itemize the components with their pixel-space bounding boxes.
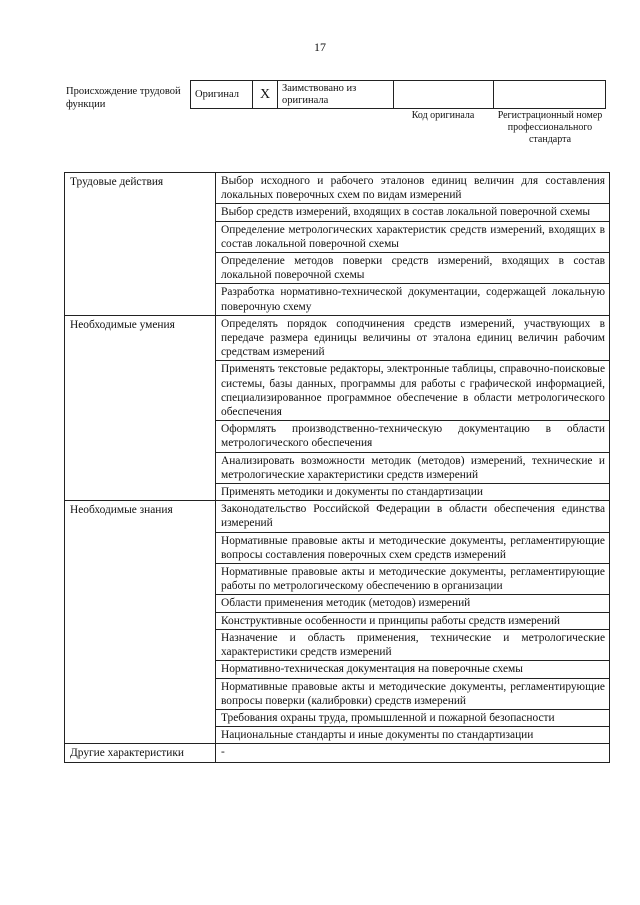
original-mark: X [253, 81, 278, 109]
borrowed-label: Заимствовано из оригинала [278, 81, 394, 109]
registration-number-cell [494, 81, 606, 109]
section-item: Национальные стандарты и иные документы по стандартизации [216, 727, 610, 744]
section-item: Требования охраны труда, промышленной и пожарной безопасности [216, 709, 610, 726]
section-item: Выбор средств измерений, входящих в состав локальной поверочной схемы [216, 204, 610, 221]
section-label: Трудовые действия [65, 173, 216, 316]
section-item: - [216, 744, 610, 762]
table-row [65, 315, 610, 361]
section-item: Назначение и область применения, технические и метрологические характеристики средств измерений [216, 629, 610, 660]
section-item: Определять порядок соподчинения средств измерений, участвующих в передаче размера единицы величины от эталона единиц величин рабочим средствам измерений [216, 315, 610, 361]
section-item: Нормативные правовые акты и методические документы, регламентирующие вопросы составления поверочных схем средств измерений [216, 532, 610, 563]
table-row [65, 501, 610, 532]
section-item: Определение методов поверки средств измерений, входящих в состав локальной поверочной схемы [216, 253, 610, 284]
registration-caption: Регистрационный номер профессионального стандарта [497, 110, 603, 145]
section-label: Необходимые умения [65, 315, 216, 500]
origin-label: Происхождение трудовой функции [66, 86, 181, 110]
section-item: Анализировать возможности методик (методов) измерений, технические и метрологические характеристики средств измерений [216, 452, 610, 483]
original-code-cell [394, 81, 494, 109]
labor-function-table [64, 172, 610, 763]
section-item: Оформлять производственно-техническую документацию в области метрологического обеспечения [216, 421, 610, 452]
section-item: Области применения методик (методов) измерений [216, 595, 610, 612]
table-row [65, 173, 610, 204]
section-item: Разработка нормативно-технической документации, содержащей локальную поверочную схему [216, 284, 610, 315]
page-number: 17 [314, 40, 326, 54]
original-label: Оригинал [191, 81, 253, 109]
section-item: Нормативные правовые акты и методические документы, регламентирующие работы по метрологическому обеспечению в организации [216, 564, 610, 595]
section-label: Другие характеристики [65, 744, 216, 762]
section-item: Нормативные правовые акты и методические документы, регламентирующие вопросы поверки (калибровки) средств измерений [216, 678, 610, 709]
section-item: Определение метрологических характеристик средств измерений, входящих в состав локальной поверочной схемы [216, 221, 610, 252]
code-caption: Код оригинала [411, 110, 475, 121]
section-item: Нормативно-техническая документация на поверочные схемы [216, 661, 610, 678]
section-item: Применять текстовые редакторы, электронные таблицы, справочно-поисковые системы, базы данных, программы для работы с графической информацией, специализированное программное обеспечение в области метрологического обеспечения [216, 361, 610, 421]
origin-table [190, 80, 606, 109]
section-item: Выбор исходного и рабочего эталонов единиц величин для составления локальных поверочных схем по видам измерений [216, 173, 610, 204]
section-item: Конструктивные особенности и принципы работы средств измерений [216, 612, 610, 629]
table-row [65, 744, 610, 762]
section-item: Применять методики и документы по стандартизации [216, 484, 610, 501]
section-item: Законодательство Российской Федерации в области обеспечения единства измерений [216, 501, 610, 532]
section-label: Необходимые знания [65, 501, 216, 744]
